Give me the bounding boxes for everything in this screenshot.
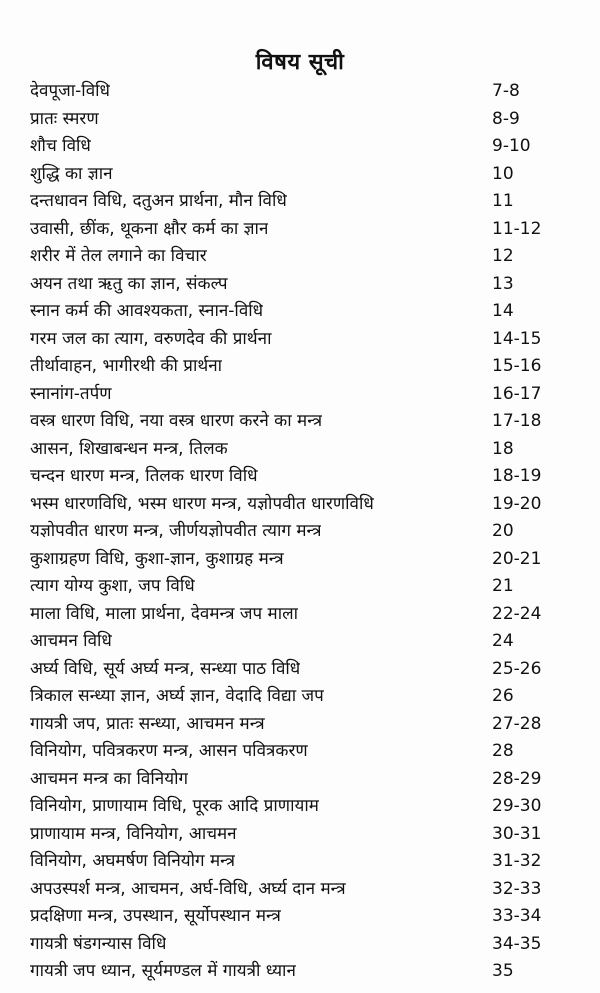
toc-topic: शौच विधि — [30, 136, 91, 156]
toc-topic: दन्तधावन विधि, दतुअन प्रार्थना, मौन विधि — [30, 191, 287, 211]
toc-page-number: 8-9 — [492, 108, 520, 129]
toc-page-number: 33-34 — [492, 906, 542, 926]
toc-topic: स्नान कर्म की आवश्यकता, स्नान-विधि — [30, 301, 264, 321]
toc-topic: विनियोग, प्राणायाम विधि, पूरक आदि प्राणायाम — [30, 796, 319, 816]
toc-entry — [30, 298, 590, 326]
toc-topic: शुद्धि का ज्ञान — [30, 163, 113, 184]
toc-topic: तीर्थावाहन, भागीरथी की प्रार्थना — [30, 356, 223, 376]
toc-entry — [30, 876, 590, 904]
table-of-contents — [30, 78, 590, 986]
toc-entry — [30, 518, 590, 546]
toc-entry — [30, 903, 590, 931]
toc-topic: अपउस्पर्श मन्त्र, आचमन, अर्घ-विधि, अर्घ्य दान मन्त्र — [30, 878, 346, 899]
toc-topic: आसन, शिखाबन्धन मन्त्र, तिलक — [30, 438, 228, 459]
toc-page-number: 28-29 — [492, 768, 542, 789]
toc-page-number: 21 — [492, 576, 514, 596]
toc-entry — [30, 436, 590, 464]
toc-entry — [30, 188, 590, 216]
toc-page-number: 10 — [492, 163, 514, 184]
toc-entry — [30, 326, 590, 354]
toc-page-number: 27-28 — [492, 713, 542, 734]
toc-topic: गायत्री जप, प्रातः सन्ध्या, आचमन मन्त्र — [30, 713, 265, 734]
toc-topic: प्राणायाम मन्त्र, विनियोग, आचमन — [30, 823, 237, 844]
toc-topic: गायत्री जप ध्यान, सूर्यमण्डल में गायत्री ध्यान — [30, 961, 296, 981]
toc-page-number: 13 — [492, 273, 514, 294]
toc-page-number: 11-12 — [492, 218, 542, 239]
toc-page-number: 18 — [492, 438, 514, 459]
toc-topic: भस्म धारणविधि, भस्म धारण मन्त्र, यज्ञोपवीत धारणविधि — [30, 493, 374, 514]
toc-page-number: 20 — [492, 521, 514, 541]
toc-page-number: 16-17 — [492, 383, 542, 404]
toc-entry — [30, 216, 590, 244]
toc-page-number: 22-24 — [492, 603, 542, 624]
page-title: विषय सूची — [255, 50, 345, 75]
toc-topic: अयन तथा ऋतु का ज्ञान, संकल्प — [30, 273, 228, 294]
toc-entry — [30, 683, 590, 711]
toc-page-number: 11 — [492, 191, 514, 211]
toc-topic: आचमन मन्त्र का विनियोग — [30, 768, 189, 789]
toc-topic: चन्दन धारण मन्त्र, तिलक धारण विधि — [30, 466, 258, 486]
toc-page-number: 18-19 — [492, 466, 542, 486]
toc-page-number: 32-33 — [492, 878, 542, 899]
toc-entry — [30, 711, 590, 739]
toc-topic: कुशाग्रहण विधि, कुशा-ज्ञान, कुशाग्रह मन्त्र — [30, 548, 284, 569]
toc-topic: गायत्री षंडगन्यास विधि — [30, 933, 167, 954]
toc-entry — [30, 573, 590, 601]
toc-entry — [30, 628, 590, 656]
toc-entry — [30, 408, 590, 436]
toc-topic: स्नानांग-तर्पण — [30, 383, 112, 404]
toc-page-number: 19-20 — [492, 493, 542, 514]
toc-entry — [30, 381, 590, 409]
toc-page-number: 15-16 — [492, 356, 542, 376]
toc-page-number: 17-18 — [492, 411, 542, 431]
toc-topic: देवपूजा-विधि — [30, 81, 110, 101]
toc-entry — [30, 463, 590, 491]
toc-page-number: 24 — [492, 631, 514, 651]
toc-entry — [30, 766, 590, 794]
toc-page-number: 30-31 — [492, 823, 542, 844]
toc-page-number: 20-21 — [492, 548, 542, 569]
toc-topic: विनियोग, अघमर्षण विनियोग मन्त्र — [30, 851, 236, 871]
toc-entry — [30, 161, 590, 189]
toc-topic: त्याग योग्य कुशा, जप विधि — [30, 576, 195, 596]
toc-topic: अर्घ्य विधि, सूर्य अर्घ्य मन्त्र, सन्ध्या पाठ विधि — [30, 658, 301, 679]
toc-entry — [30, 958, 590, 986]
toc-topic: त्रिकाल सन्ध्या ज्ञान, अर्घ्य ज्ञान, वेदादि विद्या जप — [30, 686, 324, 706]
toc-page-number: 28 — [492, 741, 514, 761]
toc-topic: शरीर में तेल लगाने का विचार — [30, 246, 207, 266]
toc-topic: आचमन विधि — [30, 631, 112, 651]
toc-entry — [30, 821, 590, 849]
toc-page-number: 35 — [492, 961, 514, 981]
toc-page-number: 34-35 — [492, 933, 542, 954]
toc-entry — [30, 353, 590, 381]
toc-topic: गरम जल का त्याग, वरुणदेव की प्रार्थना — [30, 328, 272, 349]
toc-page-number: 7-8 — [492, 81, 520, 101]
toc-entry — [30, 546, 590, 574]
toc-page-number: 14 — [492, 301, 514, 321]
toc-entry — [30, 78, 590, 106]
toc-page-number: 29-30 — [492, 796, 542, 816]
toc-entry — [30, 738, 590, 766]
toc-page-number: 31-32 — [492, 851, 542, 871]
toc-page-number: 9-10 — [492, 136, 531, 156]
toc-page-number: 12 — [492, 246, 514, 266]
toc-topic: वस्त्र धारण विधि, नया वस्त्र धारण करने का मन्त्र — [30, 411, 323, 431]
toc-entry — [30, 491, 590, 519]
toc-topic: यज्ञोपवीत धारण मन्त्र, जीर्णयज्ञोपवीत त्याग मन्त्र — [30, 521, 322, 541]
toc-page-number: 25-26 — [492, 658, 542, 679]
toc-entry — [30, 848, 590, 876]
toc-topic: प्रदक्षिणा मन्त्र, उपस्थान, सूर्योपस्थान मन्त्र — [30, 906, 281, 926]
toc-entry — [30, 931, 590, 959]
toc-entry — [30, 656, 590, 684]
toc-entry — [30, 133, 590, 161]
toc-page-number: 14-15 — [492, 328, 542, 349]
toc-entry — [30, 106, 590, 134]
toc-entry — [30, 601, 590, 629]
toc-entry — [30, 243, 590, 271]
toc-page-number: 26 — [492, 686, 514, 706]
toc-entry — [30, 271, 590, 299]
toc-topic: प्रातः स्मरण — [30, 108, 99, 129]
toc-topic: उवासी, छींक, थूकना क्षौर कर्म का ज्ञान — [30, 218, 269, 239]
toc-topic: माला विधि, माला प्रार्थना, देवमन्त्र जप माला — [30, 603, 299, 624]
toc-entry — [30, 793, 590, 821]
toc-topic: विनियोग, पवित्रकरण मन्त्र, आसन पवित्रकरण — [30, 741, 308, 761]
